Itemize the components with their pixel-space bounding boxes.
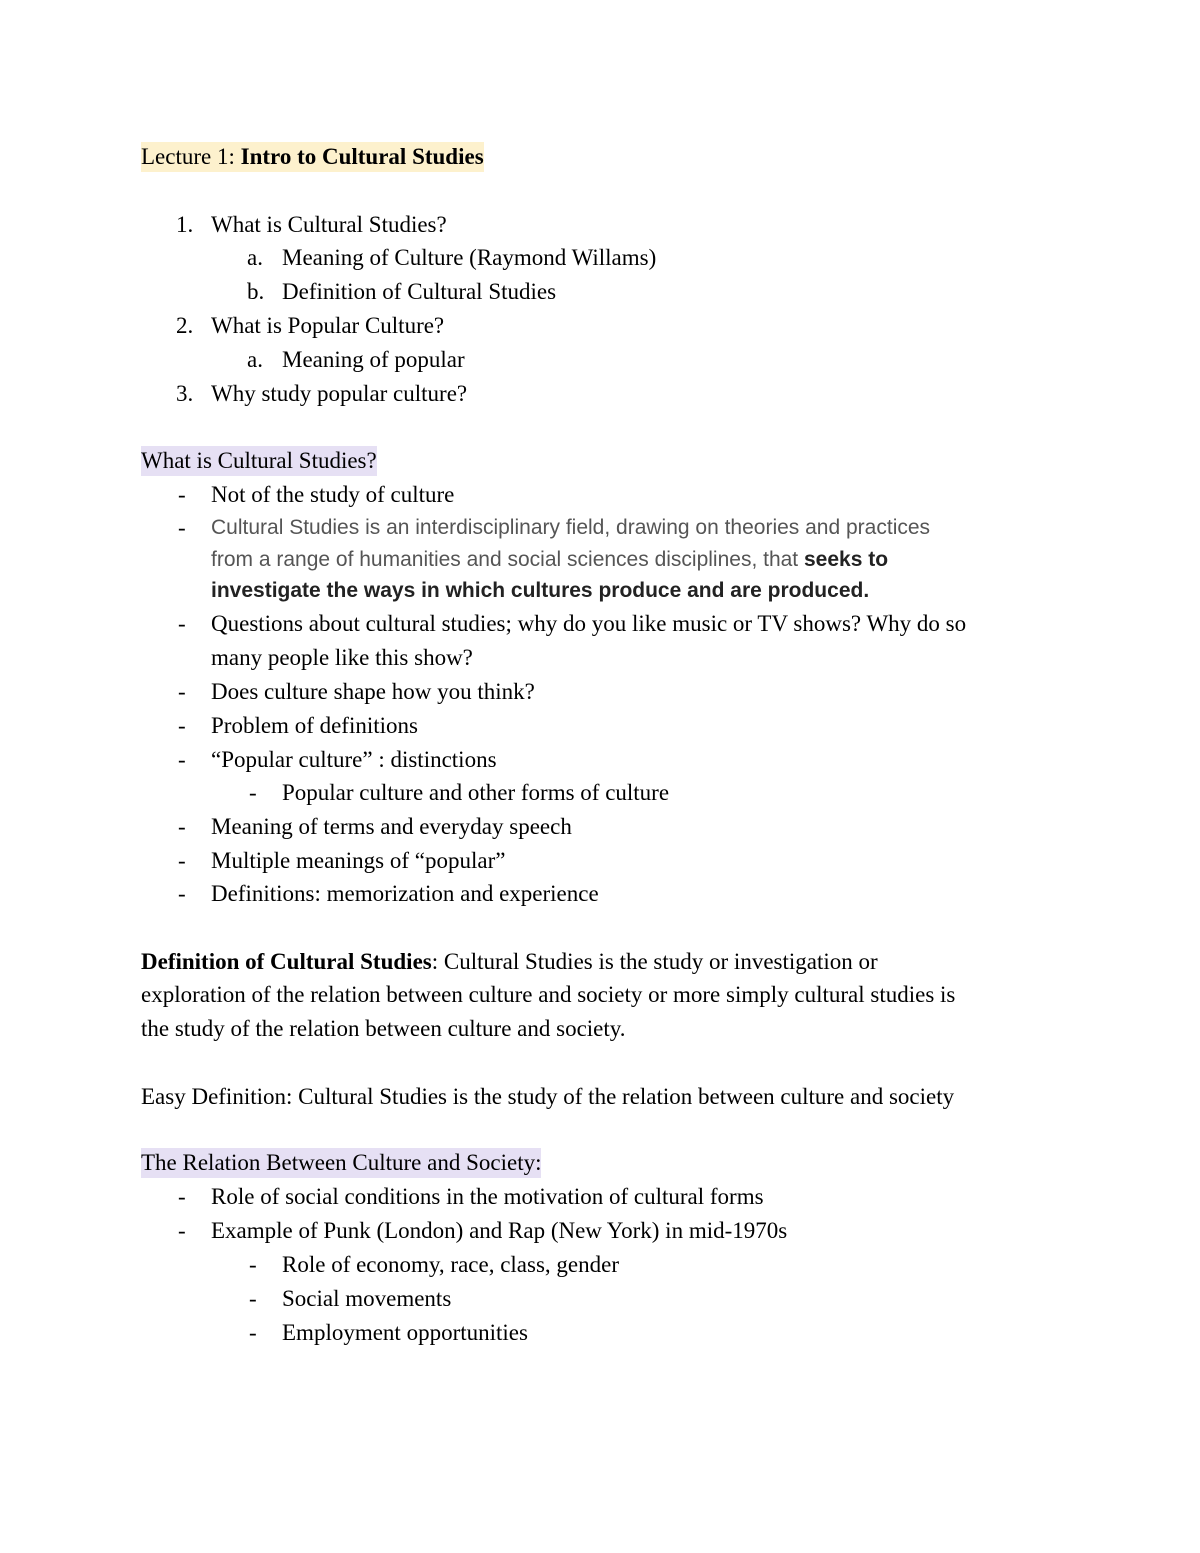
bullet-text-quote-cont (211, 545, 888, 575)
quote-bold: seeks to (803, 548, 889, 571)
bullet-text-cont: many people like this show? (211, 645, 473, 670)
bullet-dash: - (178, 713, 186, 738)
definition-line-1 (141, 947, 878, 977)
bullet-text: Role of social conditions in the motivation of cultural forms (211, 1184, 764, 1209)
definition-label: Definition of Cultural Studies (141, 949, 432, 974)
easy-definition: Easy Definition: Cultural Studies is the study of the relation between culture and society (141, 1084, 955, 1109)
bullet-dash: - (178, 848, 186, 873)
bullet-dash: - (178, 747, 186, 772)
bullet-text: “Popular culture” : distinctions (211, 747, 497, 772)
bullet-text: Does culture shape how you think? (211, 679, 535, 704)
sub-bullet-dash: - (249, 780, 257, 805)
bullet-text: Multiple meanings of “popular” (211, 848, 506, 873)
quote-plain: from a range of humanities and social sciences disciplines, that (211, 548, 804, 571)
quote-bold-line: investigate the ways in which cultures produce and are produced. (211, 579, 870, 602)
bullet-text: Not of the study of culture (211, 482, 455, 507)
sub-bullet-text: Social movements (282, 1286, 452, 1311)
outline-item: What is Cultural Studies? (211, 212, 447, 237)
bullet-text: Example of Punk (London) and Rap (New York) in mid-1970s (211, 1218, 788, 1243)
title-bold: Intro to Cultural Studies (240, 144, 484, 169)
sub-bullet-dash: - (249, 1320, 257, 1345)
definition-rest: : Cultural Studies is the study or investigation or (431, 949, 878, 974)
bullet-text: Questions about cultural studies; why do you like music or TV shows? Why do so (211, 611, 967, 636)
section-heading-cultural-studies: What is Cultural Studies? (141, 446, 377, 476)
title-prefix: Lecture 1: (141, 144, 241, 169)
bullet-text: Definitions: memorization and experience (211, 881, 599, 906)
outline-item: Definition of Cultural Studies (282, 279, 557, 304)
definition-line-3: the study of the relation between culture and society. (141, 1016, 626, 1041)
outline-marker: a. (247, 245, 263, 270)
outline-marker: 1. (176, 212, 194, 237)
bullet-dash: - (178, 1218, 186, 1243)
bullet-text-quote: Cultural Studies is an interdisciplinary field, drawing on theories and practices (211, 516, 931, 539)
sub-bullet-dash: - (249, 1252, 257, 1277)
outline-marker: b. (247, 279, 265, 304)
sub-bullet-text: Role of economy, race, class, gender (282, 1252, 619, 1277)
section-heading-relation: The Relation Between Culture and Society: (141, 1148, 541, 1178)
bullet-text: Problem of definitions (211, 713, 418, 738)
lecture-title (141, 142, 484, 172)
sub-bullet-dash: - (249, 1286, 257, 1311)
outline-marker: 2. (176, 313, 194, 338)
bullet-dash: - (178, 482, 186, 507)
sub-bullet-text: Popular culture and other forms of culture (282, 780, 670, 805)
bullet-dash: - (178, 515, 186, 540)
bullet-dash: - (178, 1184, 186, 1209)
outline-item: What is Popular Culture? (211, 313, 445, 338)
outline-item: Why study popular culture? (211, 381, 468, 406)
outline-marker: a. (247, 347, 263, 372)
sub-bullet-text: Employment opportunities (282, 1320, 528, 1345)
bullet-text: Meaning of terms and everyday speech (211, 814, 572, 839)
definition-line-2: exploration of the relation between culture and society or more simply cultural studies is (141, 982, 956, 1007)
bullet-dash: - (178, 814, 186, 839)
outline-item: Meaning of Culture (Raymond Willams) (282, 245, 657, 270)
bullet-dash: - (178, 881, 186, 906)
bullet-dash: - (178, 679, 186, 704)
bullet-dash: - (178, 611, 186, 636)
outline-marker: 3. (176, 381, 194, 406)
outline-item: Meaning of popular (282, 347, 465, 372)
